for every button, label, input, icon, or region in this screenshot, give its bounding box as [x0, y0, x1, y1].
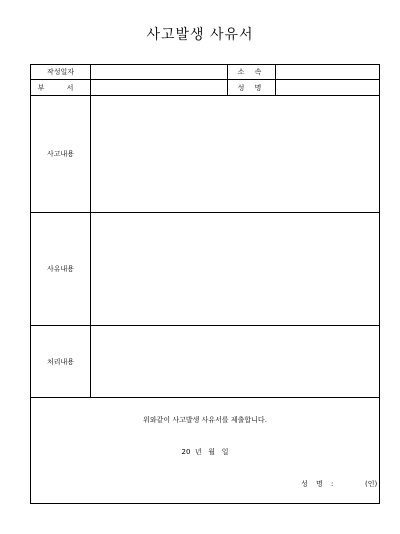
accident-field[interactable] [91, 96, 380, 212]
row-reason [31, 213, 379, 326]
declaration-statement: 위와같이 사고발생 사유서를 제출합니다. [143, 416, 267, 424]
document-title: 사고발생 사유서 [146, 27, 254, 43]
affiliation-label: 소 속 [228, 65, 276, 79]
name-field[interactable] [276, 80, 380, 95]
signature-seal: (인) [365, 480, 378, 488]
affiliation-field[interactable] [276, 65, 380, 79]
date-label: 작성일자 [31, 65, 91, 79]
declaration-date: 20 년 월 일 [181, 448, 229, 456]
handling-field[interactable] [91, 326, 380, 397]
row-dept-name [31, 80, 379, 96]
name-label: 성 명 [228, 80, 276, 95]
dept-field[interactable] [91, 80, 228, 95]
row-accident [31, 96, 379, 213]
signature-name-label: 성 명 : [301, 480, 337, 488]
handling-label: 처리내용 [31, 326, 91, 397]
accident-label: 사고내용 [31, 96, 91, 212]
date-field[interactable] [91, 65, 228, 79]
reason-field[interactable] [91, 213, 380, 325]
row-date-affiliation [31, 65, 379, 80]
reason-label: 사유내용 [31, 213, 91, 325]
row-handling [31, 326, 379, 398]
report-form [30, 64, 380, 504]
dept-label: 부 서 [31, 80, 91, 95]
